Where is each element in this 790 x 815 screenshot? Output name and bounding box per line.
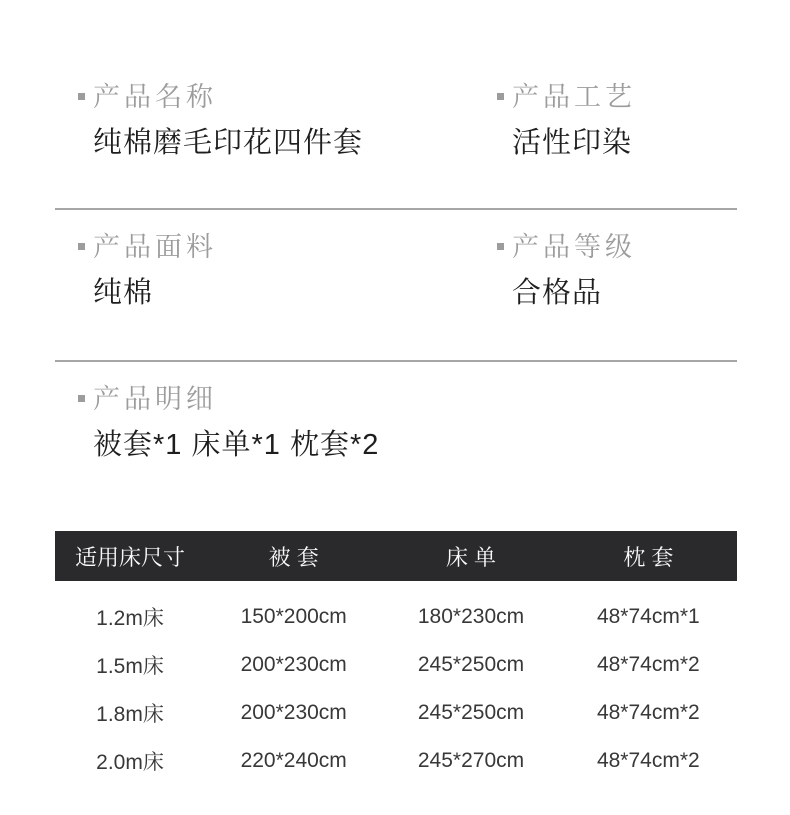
size-table	[55, 531, 737, 785]
size-table-header	[55, 531, 737, 581]
header-duvet-cover: 被 套	[268, 544, 319, 570]
spec-grid-2	[55, 232, 737, 311]
spec-label-product-details	[93, 384, 737, 414]
spec-label-text: 产品等级	[512, 232, 636, 262]
spec-label-text: 产品工艺	[512, 82, 636, 112]
cell-bed-sheet: 180*230cm	[417, 605, 525, 628]
spec-label-product-grade	[512, 232, 737, 262]
cell-pillowcase: 48*74cm*1	[596, 605, 700, 628]
cell-duvet-cover: 150*200cm	[240, 605, 347, 628]
square-bullet-icon	[78, 93, 85, 100]
spec-row-3	[55, 362, 737, 463]
square-bullet-icon	[497, 243, 504, 250]
spec-label-text: 产品名称	[93, 82, 217, 112]
square-bullet-icon	[78, 395, 85, 402]
table-row	[55, 641, 737, 689]
table-row	[55, 737, 737, 785]
cell-duvet-cover: 200*230cm	[240, 653, 347, 676]
table-row	[55, 593, 737, 641]
cell-bed-size: 1.8m床	[96, 703, 164, 726]
cell-duvet-cover: 200*230cm	[240, 701, 347, 724]
spec-row-2	[55, 210, 737, 362]
cell-bed-sheet: 245*250cm	[417, 701, 525, 724]
cell-bed-size: 2.0m床	[96, 751, 164, 774]
spec-product-fabric	[55, 232, 474, 311]
spec-product-craft	[474, 82, 737, 161]
size-table-body	[55, 581, 737, 785]
spec-label-product-name	[93, 82, 474, 112]
header-bed-sheet: 床 单	[445, 544, 497, 570]
spec-label-text: 产品明细	[93, 384, 217, 414]
square-bullet-icon	[497, 93, 504, 100]
cell-pillowcase: 48*74cm*2	[596, 749, 700, 772]
spec-label-product-craft	[512, 82, 737, 112]
spec-product-details	[55, 384, 737, 463]
spec-product-grade	[474, 232, 737, 311]
table-row	[55, 689, 737, 737]
spec-label-text: 产品面料	[93, 232, 217, 262]
cell-duvet-cover: 220*240cm	[240, 749, 347, 772]
square-bullet-icon	[78, 243, 85, 250]
spec-value-product-grade: 合格品	[512, 277, 603, 309]
spec-row-1	[55, 0, 737, 210]
cell-bed-sheet: 245*250cm	[417, 653, 525, 676]
cell-pillowcase: 48*74cm*2	[596, 653, 700, 676]
spec-label-product-fabric	[93, 232, 474, 262]
spec-grid-1	[55, 82, 737, 161]
spec-value-product-craft: 活性印染	[512, 127, 633, 159]
header-bed-size: 适用床尺寸	[75, 544, 186, 570]
cell-bed-sheet: 245*270cm	[417, 749, 525, 772]
header-pillowcase: 枕 套	[623, 544, 674, 570]
cell-bed-size: 1.5m床	[96, 655, 164, 678]
cell-pillowcase: 48*74cm*2	[596, 701, 700, 724]
cell-bed-size: 1.2m床	[96, 607, 164, 630]
spec-value-product-details: 被套*1 床单*1 枕套*2	[93, 429, 380, 461]
content-area	[55, 0, 737, 785]
spec-value-product-name: 纯棉磨毛印花四件套	[93, 127, 364, 159]
spec-value-product-fabric: 纯棉	[93, 277, 154, 309]
spec-product-name	[55, 82, 474, 161]
